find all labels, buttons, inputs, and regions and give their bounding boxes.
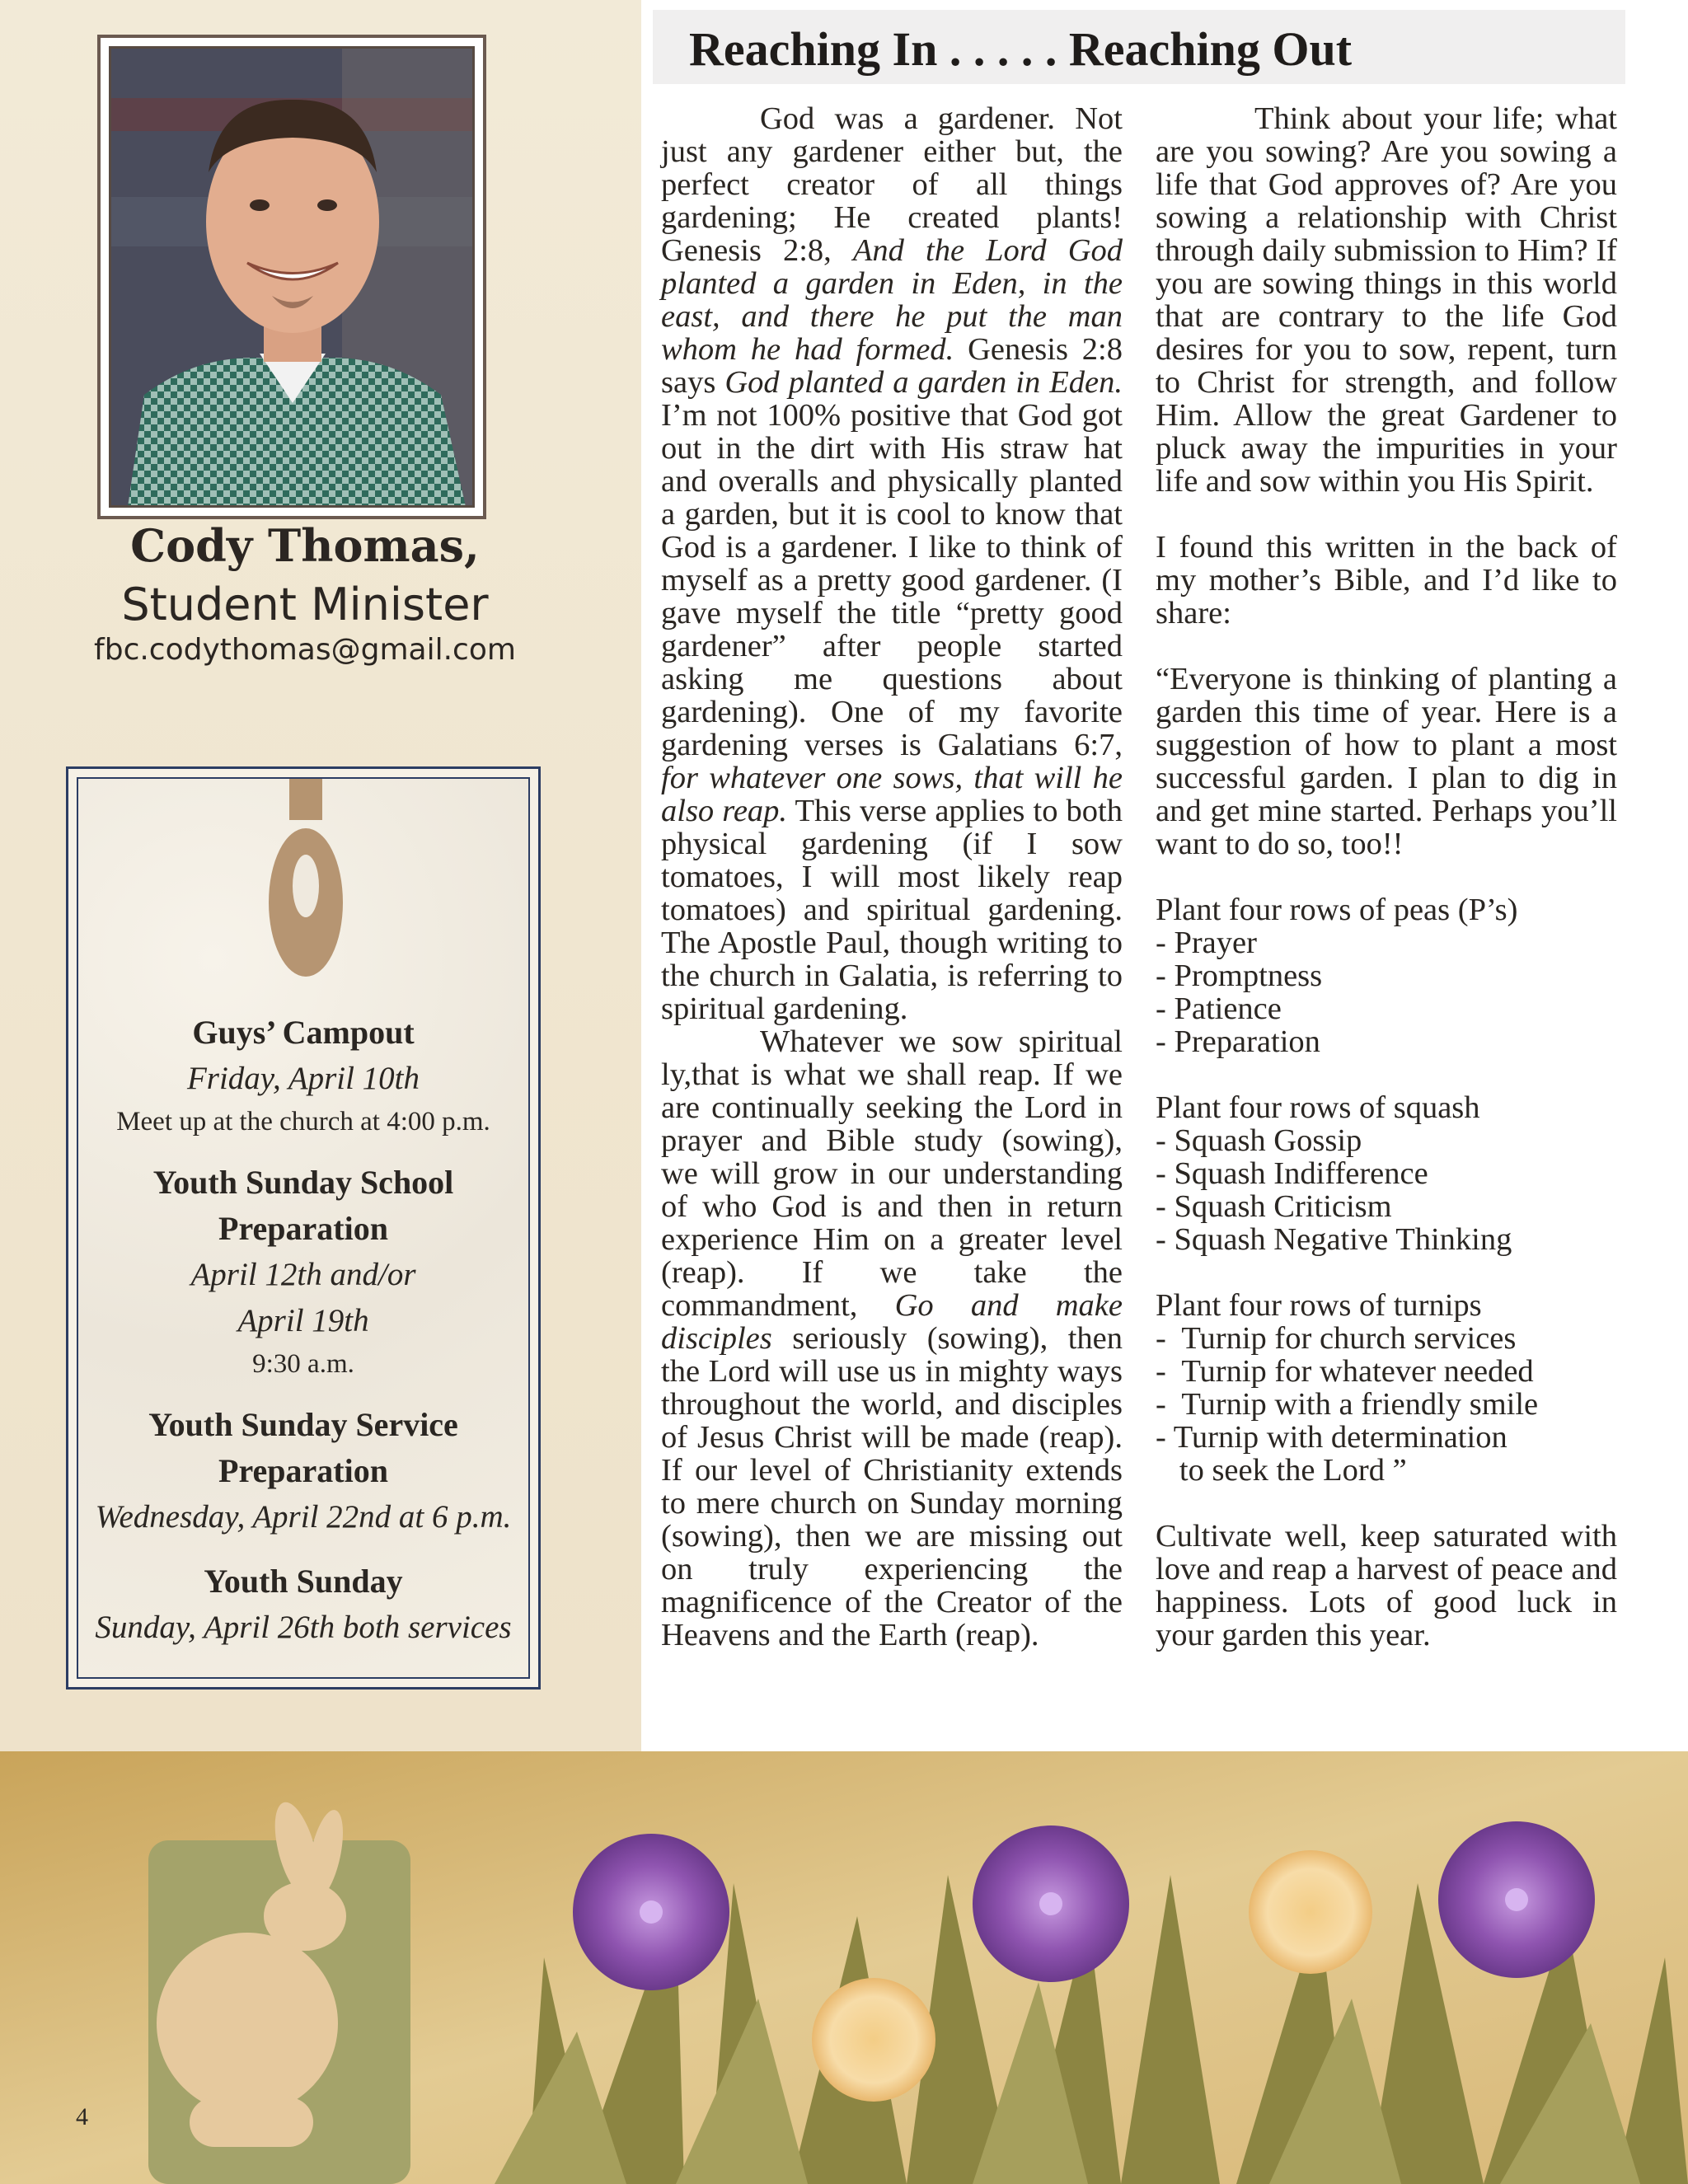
list-item: - Squash Negative Thinking	[1156, 1222, 1512, 1257]
event-youth-sunday-service-prep	[78, 1402, 528, 1540]
text-run: God was a gardener. Not just any gardener either but, the perfect creator of all things gardening; He created plants! Genesis 2:8,	[661, 101, 1123, 268]
list-heading-squash: Plant four rows of squash	[1156, 1090, 1480, 1125]
article-paragraph	[661, 1025, 1123, 1652]
event-date: Sunday, April 26th both services	[95, 1610, 512, 1645]
minister-name: Cody Thomas,	[130, 519, 480, 572]
text-run: Genesis 2:8 says	[661, 332, 1123, 400]
text-run: I’m not 100% positive that God got out in the dirt with His straw hat and overalls and physically planted a garden, but it is cool to know that God is a gardener. I like to think of myself as a pretty good gardener. (I gave myself the title “pretty good gardener” after people started asking me questions about gardening). One of my favorite gardening verses is Galatians 6:7,	[661, 398, 1123, 762]
scripture-quote: God planted a garden in Eden.	[724, 365, 1123, 400]
event-title-line-2: Preparation	[218, 1452, 388, 1489]
garden-illustration	[0, 1751, 1688, 2184]
event-title: Youth Sunday	[204, 1563, 403, 1600]
event-title: Youth Sunday School	[152, 1164, 454, 1201]
article-paragraph: Think about your life; what are you sowing? Are you sowing a life that God approves of? Are you sowing a relationship with Christ through daily submission to Him? If you are sowing things in this world that are contrary to the life God desires for you to sow, repent, turn to Christ for strength, and follow Him. Allow the great Gardener to pluck away the impurities in your life and sow within you His Spirit.	[1156, 101, 1617, 499]
list-item: - Squash Gossip	[1156, 1123, 1362, 1158]
bunny-card	[148, 1797, 410, 2184]
event-title: Guys’ Campout	[192, 1014, 415, 1051]
list-heading-turnips: Plant four rows of turnips	[1156, 1288, 1482, 1323]
article-paragraph: Cultivate well, keep saturated with love and reap a harvest of peace and happiness. Lots of good luck in your garden this year.	[1156, 1519, 1617, 1652]
profile-photo	[109, 46, 475, 508]
scripture-quote: And the Lord God planted a garden in Eden, in the east, and there he put the man whom he had formed.	[661, 233, 1123, 367]
event-note: Meet up at the church at 4:00 p.m.	[116, 1107, 490, 1137]
event-title-line-2: Preparation	[218, 1210, 388, 1247]
events-box	[66, 766, 541, 1690]
list-item: - Squash Criticism	[1156, 1189, 1392, 1224]
events-inner	[77, 777, 530, 1679]
article-paragraph: I found this written in the back of my mother’s Bible, and I’d like to share:	[1156, 530, 1617, 630]
list-item: - Turnip for whatever needed	[1156, 1354, 1534, 1389]
event-date: Wednesday, April 22nd at 6 p.m.	[95, 1499, 512, 1535]
yellow-flower	[812, 1978, 935, 2102]
list-item: - Turnip with a friendly smile	[1156, 1387, 1539, 1422]
list-item: - Turnip with determination	[1156, 1420, 1507, 1455]
event-date-line-2: April 19th	[237, 1303, 369, 1338]
events-list	[78, 1010, 528, 1669]
purple-flower	[573, 1834, 729, 1990]
article-paragraph	[661, 102, 1123, 1025]
page-number: 4	[76, 2103, 88, 2130]
profile-photo-frame	[97, 35, 486, 519]
purple-flower	[973, 1825, 1129, 1982]
list-item: - Preparation	[1156, 1024, 1320, 1059]
article-column-left	[661, 102, 1123, 1652]
list-item: - Prayer	[1156, 926, 1257, 960]
yellow-flower	[1249, 1850, 1372, 1974]
wooden-spoon-icon	[265, 779, 347, 977]
purple-flower	[1438, 1821, 1595, 1978]
list-item: - Squash Indifference	[1156, 1156, 1428, 1191]
article-paragraph: “Everyone is thinking of planting a garden this time of year. Here is a suggestion of how to plant a most successful garden. I plan to dig in and get mine started. Perhaps you’ll want to do so, too!!	[1156, 662, 1617, 861]
text-run: seriously (sowing), then the Lord will use us in mighty ways throughout the world, and disciples of Jesus Christ will be made (reap). If our level of Christianity extends to mere church on Sunday morning (sowing), then we are missing out on truly experiencing the magnificence of the Creator of the Heavens and the Earth (reap).	[661, 1321, 1123, 1652]
list-item: to seek the Lord ”	[1156, 1453, 1407, 1488]
text-run: Whatever we sow spiritual ly,that is what we shall reap. If we are continually seeking the Lord in prayer and Bible study (sowing), we will grow in our understanding of who God is and then in return experience Him on a greater level (reap). If we take the commandment,	[661, 1024, 1123, 1323]
article-column-right	[1156, 102, 1617, 1652]
event-date: April 12th and/or	[190, 1257, 416, 1292]
list-heading-peas: Plant four rows of peas (P’s)	[1156, 893, 1518, 927]
text-run: This verse applies to both physical gardening (if I sow tomatoes, I will most likely reap tomatoes) and spiritual gardening. The Apostle Paul, though writing to the church in Galatia, is referring to spiritual gardening.	[661, 794, 1123, 1026]
scripture-quote: for whatever one sows, that will he also reap.	[661, 761, 1123, 828]
event-title: Youth Sunday Service	[148, 1406, 458, 1443]
scripture-quote: Go and make disciples	[661, 1288, 1123, 1356]
portrait-illustration	[111, 49, 474, 507]
event-note: 9:30 a.m.	[252, 1349, 354, 1379]
event-youth-sunday-school-prep	[78, 1160, 528, 1384]
event-guys-campout	[78, 1010, 528, 1141]
minister-email[interactable]: fbc.codythomas@gmail.com	[94, 633, 516, 667]
list-item: - Turnip for church services	[1156, 1321, 1517, 1356]
list-item: - Patience	[1156, 991, 1282, 1026]
minister-role: Student Minister	[121, 579, 489, 630]
event-date: Friday, April 10th	[186, 1061, 420, 1096]
event-youth-sunday	[78, 1558, 528, 1651]
list-item: - Promptness	[1156, 958, 1323, 993]
article-headline: Reaching In . . . . . Reaching Out	[689, 22, 1353, 76]
